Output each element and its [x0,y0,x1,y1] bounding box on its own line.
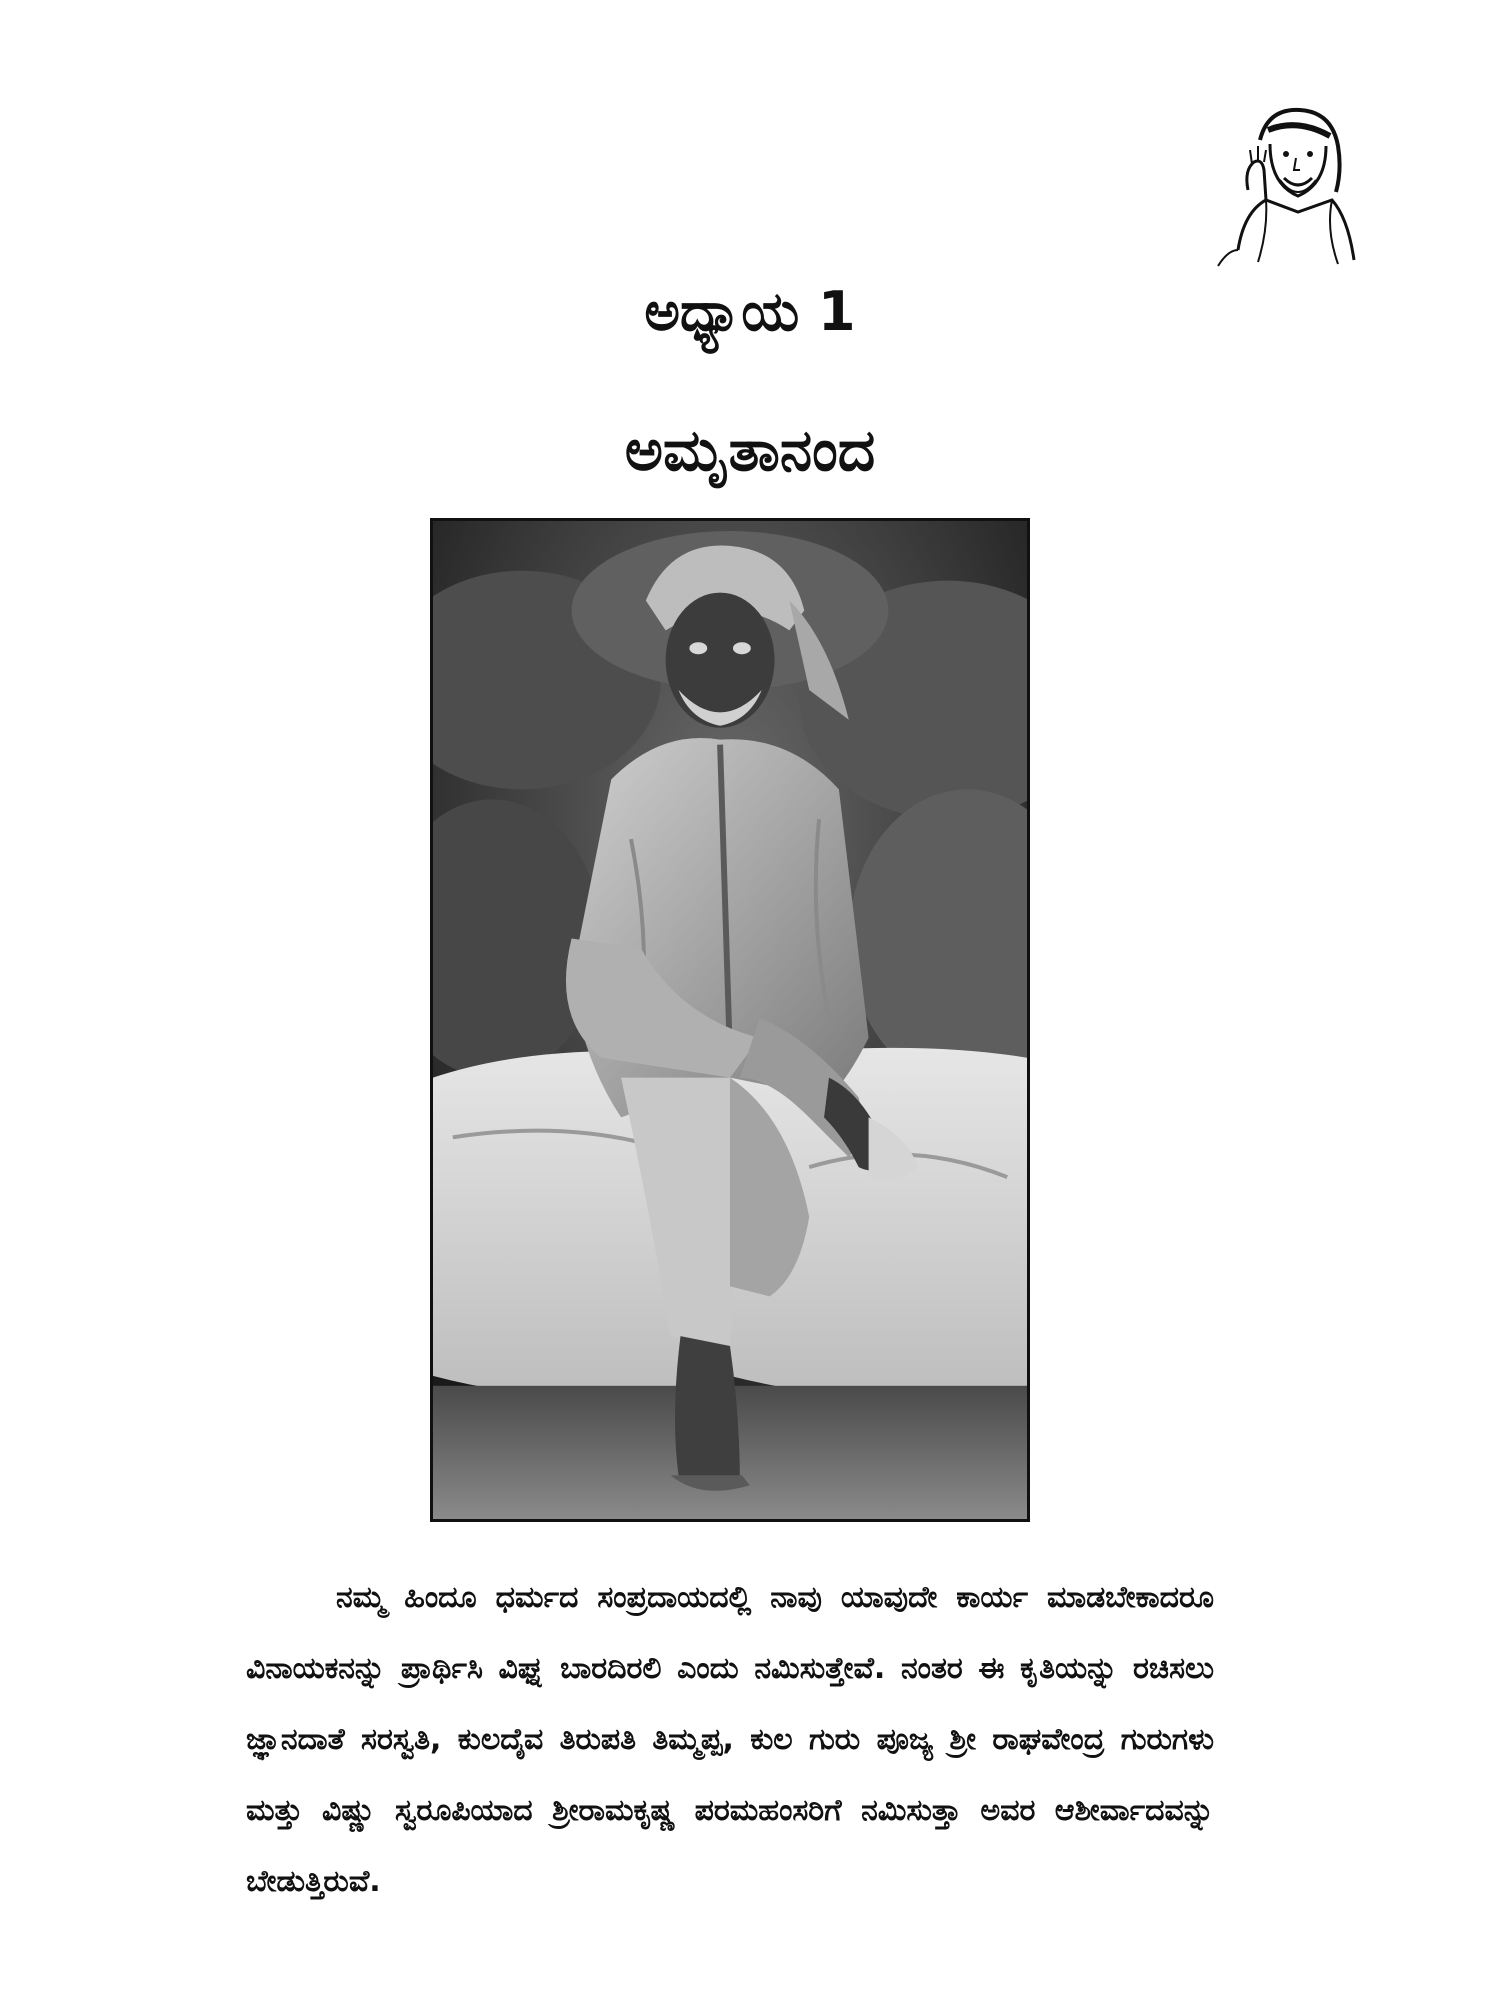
saint-portrait-sketch-icon [1208,100,1368,270]
intro-paragraph: ನಮ್ಮ ಹಿಂದೂ ಧರ್ಮದ ಸಂಪ್ರದಾಯದಲ್ಲಿ ನಾವು ಯಾವುದೇ ಕಾರ್ಯ ಮಾಡಬೇಕಾದರೂ ವಿನಾಯಕನನ್ನು ಪ್ರಾರ್ಥಿಸಿ ವಿಘ್ನ ಬಾರದಿರಲಿ ಎಂದು ನಮಿಸುತ್ತೇವೆ. ನಂತರ ಈ ಕೃತಿಯನ್ನು ರಚಿಸಲು ಜ್ಞಾನದಾತೆ ಸರಸ್ವತಿ, ಕುಲದೈವ ತಿರುಪತಿ ತಿಮ್ಮಪ್ಪ, ಕುಲ ಗುರು ಪೂಜ್ಯ ಶ್ರೀ ರಾಘವೇಂದ್ರ ಗುರುಗಳು ಮತ್ತು ವಿಷ್ಣು ಸ್ವರೂಪಿಯಾದ ಶ್ರೀರಾಮಕೃಷ್ಣ ಪರಮಹಂಸರಿಗೆ ನಮಿಸುತ್ತಾ ಅವರ ಆಶೀರ್ವಾದವನ್ನು ಬೇಡುತ್ತಿರುವೆ. [246,1580,1214,1899]
chapter-title: ಅಮೃತಾನಂದ [624,416,876,484]
seated-saint-photograph [430,518,1030,1522]
chapter-number: ಅಧ್ಯಾಯ 1 [644,280,856,343]
